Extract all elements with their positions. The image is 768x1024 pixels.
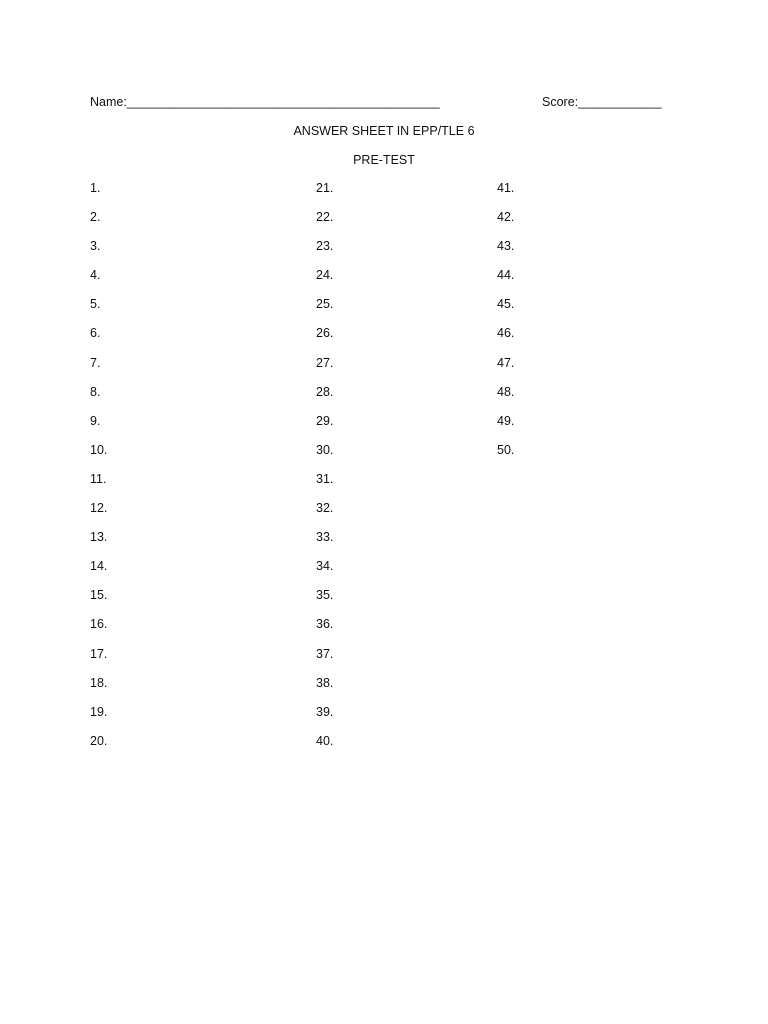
- answer-item-number: 44.: [497, 268, 515, 283]
- answer-item-number: 13.: [90, 530, 108, 545]
- answer-item-number: 47.: [497, 355, 515, 370]
- answer-item-number: 1.: [90, 181, 101, 195]
- answer-item-number: 38.: [316, 675, 334, 690]
- answer-item-number: 32.: [316, 501, 334, 516]
- answer-item-number: 30.: [316, 442, 334, 457]
- answer-item-number: 21.: [316, 181, 334, 195]
- answer-item-number: 20.: [90, 733, 108, 748]
- answer-item-number: 33.: [316, 530, 334, 545]
- answer-item-number: 15.: [90, 588, 108, 603]
- answer-item-number: 6.: [90, 326, 101, 341]
- page-title: ANSWER SHEET IN EPP/TLE 6: [293, 124, 475, 138]
- answer-item-number: 28.: [316, 384, 334, 399]
- answer-item-number: 14.: [90, 559, 108, 574]
- answer-item-number: 46.: [497, 326, 515, 341]
- answer-item-number: 18.: [90, 675, 108, 690]
- answer-item-number: 26.: [316, 326, 334, 341]
- page-subtitle: PRE-TEST: [353, 153, 415, 167]
- answer-item-number: 8.: [90, 384, 101, 399]
- answer-item-number: 25.: [316, 297, 334, 312]
- answer-item-number: 31.: [316, 471, 334, 486]
- answer-item-number: 22.: [316, 210, 334, 225]
- answer-item-number: 16.: [90, 617, 108, 632]
- answer-item-number: 50.: [497, 442, 515, 457]
- answer-item-number: 41.: [497, 181, 515, 195]
- answer-item-number: 9.: [90, 413, 101, 428]
- answer-item-number: 3.: [90, 239, 101, 254]
- answer-item-number: 7.: [90, 355, 101, 370]
- name-field: Name:_____________________________________________: [90, 95, 440, 109]
- answer-item-number: 36.: [316, 617, 334, 632]
- answer-item-number: 34.: [316, 559, 334, 574]
- answer-item-number: 39.: [316, 704, 334, 719]
- answer-item-number: 17.: [90, 646, 108, 661]
- answer-item-number: 40.: [316, 733, 334, 748]
- answer-column-3: [497, 180, 617, 471]
- answer-item-number: 49.: [497, 413, 515, 428]
- answer-item-number: 45.: [497, 297, 515, 312]
- answer-item-number: 24.: [316, 268, 334, 283]
- answer-item-number: 19.: [90, 704, 108, 719]
- answer-column-2: [316, 180, 436, 762]
- score-field: Score:____________: [542, 95, 662, 109]
- answer-item-number: 43.: [497, 239, 515, 254]
- answer-item-number: 27.: [316, 355, 334, 370]
- answer-item-number: 4.: [90, 268, 101, 283]
- answer-item-number: 48.: [497, 384, 515, 399]
- answer-column-1: [90, 180, 210, 762]
- answer-item-number: 2.: [90, 210, 101, 225]
- answer-item-number: 10.: [90, 442, 108, 457]
- answer-item-number: 11.: [90, 471, 107, 486]
- answer-item-number: 29.: [316, 413, 334, 428]
- answer-item-number: 35.: [316, 588, 334, 603]
- answer-item-number: 37.: [316, 646, 334, 661]
- answer-item-number: 5.: [90, 297, 101, 312]
- header-row: [90, 94, 660, 110]
- answer-item-number: 23.: [316, 239, 334, 254]
- answer-item-number: 42.: [497, 210, 515, 225]
- answer-item-number: 12.: [90, 501, 108, 516]
